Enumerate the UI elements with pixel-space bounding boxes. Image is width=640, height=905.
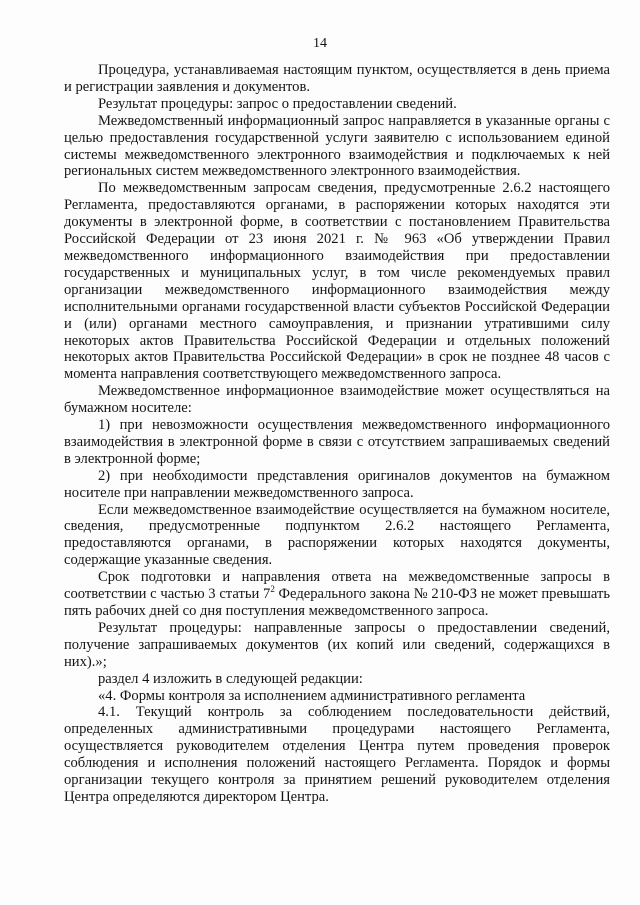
section-4-heading: «4. Формы контроля за исполнением административного регламента — [98, 687, 526, 704]
document-body — [64, 62, 610, 806]
paragraph-response-deadline: Срок подготовки и направления ответа на межведомственные запросы в соответствии с частью 3 статьи $7^2$ Федерального закона № 210-ФЗ не может превышать пять рабочих дней со дня поступления межведомственного запроса. — [64, 569, 610, 619]
paragraph-procedure-result: Результат процедуры: запрос о предоставлении сведений. — [98, 95, 457, 112]
page-number: 14 — [313, 36, 327, 51]
paragraph-4-1: 4.1. Текущий контроль за соблюдением последовательности действий, определенных административными процедурами настоящего Регламента, осуществляется руководителем отделения Центра путем проведения проверок соблюдения и исполнения положений настоящего Регламента. Порядок и формы организации текущего контроля за принятием решений руководителем отделения Центра определяются директором Центра. — [64, 704, 610, 805]
paragraph-interagency-request: Межведомственный информационный запрос направляется в указанные органы с целью предоставления государственной услуги заявителю с использованием единой системы межведомственного электронного взаимодействия и подключаемых к ней региональных систем межведомственного электронного взаимодействия. — [64, 112, 610, 180]
list-item-2: 2) при необходимости представления оригиналов документов на бумажном носителе при направлении межведомственного запроса. — [64, 467, 610, 501]
list-item-1: 1) при невозможности осуществления межведомственного информационного взаимодействия в электронной форме в связи с отсутствием запрашиваемых сведений в электронной форме; — [64, 417, 610, 467]
paragraph-request-details: По межведомственным запросам сведения, предусмотренные 2.6.2 настоящего Регламента, предоставляются органами, в распоряжении которых находятся эти документы в электронной форме, в соответствии с постановлением Правительства Российской Федерации от 23 июня 2021 г. № 963 «Об утверждении Правил межведомственного информационного взаимодействия при предоставлении государственных и муниципальных услуг, в том числе рекомендуемых правил организации межведомственного информационного взаимодействия между исполнительными органами государственной власти субъектов Российской Федерации и (или) органами местного самоуправления, и признании утратившими силу некоторых актов Правительства Российской Федерации и отдельных положений некоторых актов Правительства Российской Федерации» в срок не позднее 48 часов с момента направления соответствующего межведомственного запроса. — [64, 180, 610, 383]
paragraph-paper-interaction: Межведомственное информационное взаимодействие может осуществляться на бумажном носителе: — [64, 383, 610, 417]
paragraph-paper-details: Если межведомственное взаимодействие осуществляется на бумажном носителе, сведения, предусмотренные подпунктом 2.6.2 настоящего Регламента, предоставляются органами, в распоряжении которых находятся документы, содержащие указанные сведения. — [64, 501, 610, 569]
paragraph-procedure-result-2: Результат процедуры: направленные запросы о предоставлении сведений, получение запрашиваемых документов (их копий или сведений, содержащихся в них).»; — [64, 619, 610, 670]
paragraph-procedure-timing: Процедура, устанавливаемая настоящим пунктом, осуществляется в день приема и регистрации заявления и документов. — [64, 62, 610, 95]
paragraph-section-4-intro: раздел 4 изложить в следующей редакции: — [98, 670, 363, 687]
